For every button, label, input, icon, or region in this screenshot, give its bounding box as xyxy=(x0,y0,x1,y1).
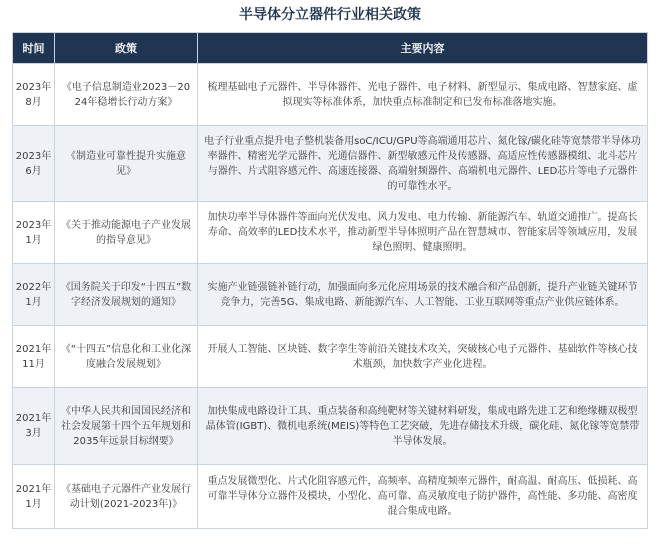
table-row xyxy=(13,64,648,126)
column-header-content: 主要内容 xyxy=(198,33,648,64)
row-time: 2021年3月 xyxy=(13,388,55,465)
row-content: 加快功率半导体器件等面向光伏发电、风力发电、电力传输、新能源汽车、轨道交通推广。提高长寿命、高效率的LED技术水平，推动新型半导体照明产品在智慧城市、智能家居等领域应用，发展绿色照明、健康照明。 xyxy=(198,202,648,264)
row-policy: 《关于推动能源电子产业发展的指导意见》 xyxy=(55,202,198,264)
row-time: 2022年1月 xyxy=(13,264,55,326)
row-time: 2023年8月 xyxy=(13,64,55,126)
column-header-policy: 政策 xyxy=(55,33,198,64)
row-content: 实施产业链强链补链行动，加强面向多元化应用场景的技术融合和产品创新，提升产业链关键环节竞争力，完善5G、集成电路、新能源汽车、人工智能、工业互联网等重点产业供应链体系。 xyxy=(198,264,648,326)
row-time: 2023年1月 xyxy=(13,202,55,264)
row-policy: 《制造业可靠性提升实施意见》 xyxy=(55,126,198,202)
row-content: 电子行业重点提升电子整机装备用soC/ICU/GPU等高端通用芯片、氮化镓/碳化硅等宽禁带半导体功率器件、精密光学元器件、光通信器件、新型敏感元件及传感器、高适应性传感器模组、北斗芯片与器件、片式阻容感元件、高速连接器、高端射频器件、高端机电元器件、LED芯片等电子元器件的可靠性水平。 xyxy=(198,126,648,202)
row-time: 2021年11月 xyxy=(13,326,55,388)
row-policy: 《电子信息制造业2023－2024年稳增长行动方案》 xyxy=(55,64,198,126)
table-row xyxy=(13,264,648,326)
row-policy: 《“十四五”信息化和工业化深度融合发展规划》 xyxy=(55,326,198,388)
table-header-row xyxy=(13,33,648,64)
row-content: 梳理基础电子元器件、半导体器件、光电子器件、电子材料、新型显示、集成电路、智慧家庭、虚拟现实等标准体系，加快重点标准制定和已发布标准落地实施。 xyxy=(198,64,648,126)
column-header-time: 时间 xyxy=(13,33,55,64)
page-title: 半导体分立器件行业相关政策 xyxy=(239,7,421,23)
row-time: 2023年6月 xyxy=(13,126,55,202)
table-row xyxy=(13,388,648,465)
row-policy: 《中华人民共和国国民经济和社会发展第十四个五年规划和2035年远景目标纲要》 xyxy=(55,388,198,465)
row-policy: 《国务院关于印发“十四五”数字经济发展规划的通知》 xyxy=(55,264,198,326)
table-row xyxy=(13,126,648,202)
table-row xyxy=(13,465,648,529)
row-time: 2021年1月 xyxy=(13,465,55,529)
row-content: 重点发展微型化、片式化阻容感元件，高频率、高精度频率元器件，耐高温、耐高压、低损耗、高可靠半导体分立器件及模块，小型化、高可靠、高灵敏度电子防护器件，高性能、多功能、高密度混合集成电路。 xyxy=(198,465,648,529)
row-policy: 《基础电子元器件产业发展行动计划(2021-2023年)》 xyxy=(55,465,198,529)
policy-table xyxy=(12,32,648,529)
row-content: 开展人工智能、区块链、数字孪生等前沿关键技术攻关，突破核心电子元器件、基础软件等核心技术瓶颈，加快数字产业化进程。 xyxy=(198,326,648,388)
row-content: 加快集成电路设计工具、重点装备和高纯靶材等关键材料研发，集成电路先进工艺和绝缘栅双极型晶体管(IGBT)、微机电系统(MEIS)等特色工艺突破，先进存储技术升级，碳化硅、氮化镓等宽禁带半导体发展。 xyxy=(198,388,648,465)
table-row xyxy=(13,326,648,388)
table-row xyxy=(13,202,648,264)
